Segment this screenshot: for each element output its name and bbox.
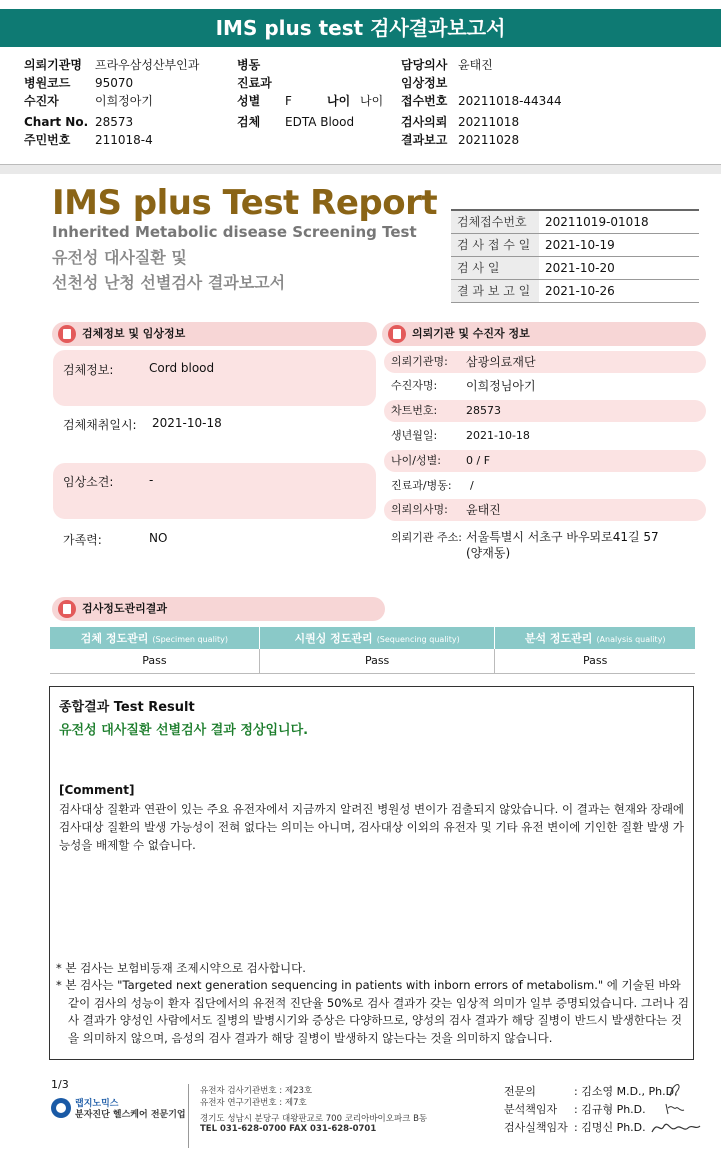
patient-row-label: 생년월일: [391, 429, 438, 442]
footer-lab-no: 유전자 검사기관번호 : 제23호 [200, 1086, 313, 1096]
family-history-value: NO [149, 531, 168, 545]
patient-row-label: 수진자명: [391, 379, 438, 392]
patient-row-value: 0 / F [466, 454, 491, 467]
label-specimen: 검체 [237, 115, 261, 129]
value-patient: 이희정아기 [95, 94, 153, 108]
qc-col-header [50, 627, 259, 649]
patient-row-value: 윤태진 [466, 503, 501, 517]
comment-text: 검사대상 질환과 연관이 있는 주요 유전자에서 지금까지 알려진 병원성 변이가 검출되지 않았습니다. 이 결과는 현재와 장래에 검사대상 질환의 발생 가능성이 전혀 없다는 의미는 아니며, 검사대상 이외의 유전자 및 기타 유전 변이에 기인한 질환 발생 가능성을 배제할 수 없습니다. [59, 802, 685, 852]
qc-col-label: 검체 정도관리 [80, 632, 149, 645]
qc-table [50, 627, 695, 674]
qc-section-heading [52, 597, 385, 621]
patient-row-label: 의뢰의사명: [391, 503, 448, 516]
info-row [0, 92, 721, 110]
family-history-label: 가족력: [63, 533, 102, 547]
result-title: 종합결과 Test Result [59, 700, 195, 715]
patient-row-value: / [470, 479, 474, 492]
note-performance: * 본 검사는 "Targeted next generation sequencing in patients with inborn errors of metabolism." 에 기술된 바와 같이 검사의 성능이 환자 집단에서의 유전적 진단율 50%로 검사 결과가 갖는 임상적 의미가 일부 증명되었습니다. 그러나 검사 결과가 양성인 사람에서도 질병의 발병시기와 증상은 다양하므로, 양성의 검사 결과가 해당 질병이 반드시 발생한다는 것을 의미하지 않으며, 음성의 검사 결과가 해당 질병이 발생하지 않는다는 것을 의미하지 않습니다. [56, 978, 689, 1045]
value-hospital-code: 95070 [95, 76, 134, 90]
date-row [451, 210, 699, 233]
page-number: 1/3 [51, 1078, 69, 1091]
patient-row [384, 351, 706, 373]
report-header-title: IMS plus test 검사결과보고서 [0, 9, 721, 47]
value-specimen: EDTA Blood [285, 115, 355, 129]
value-chart-no: 28573 [95, 115, 134, 129]
comment-heading: [Comment] [59, 783, 135, 797]
qc-value-row [50, 649, 695, 673]
patient-row-label: 의뢰기관명: [391, 355, 448, 368]
patient-row-value: 2021-10-18 [466, 429, 530, 442]
footer-divider [188, 1084, 189, 1148]
page-footer [0, 1070, 721, 1153]
info-row [0, 56, 721, 74]
specimen-info-box [53, 350, 376, 406]
qc-header-row [50, 627, 695, 649]
clinical-label: 임상소견: [63, 475, 114, 489]
patient-row [384, 400, 706, 422]
patient-row-label: 진료과/병동: [391, 479, 452, 492]
signer-role: 검사실책임자 [504, 1121, 568, 1134]
value-age: 나이 [360, 94, 384, 108]
signer-role: 분석책임자 [504, 1103, 558, 1116]
date-value: 2021-10-20 [539, 256, 699, 279]
company-name: 랩지노믹스 [75, 1099, 119, 1109]
specimen-value: Cord blood [149, 361, 215, 375]
signature-1-icon [668, 1080, 682, 1098]
value-institution: 프라우삼성산부인과 [95, 58, 200, 72]
date-value: 2021-10-19 [539, 233, 699, 256]
qc-col-label: 시퀀싱 정도관리 [294, 632, 373, 645]
note-insurance: * 본 검사는 보험비등재 조제시약으로 검사합니다. [56, 961, 306, 975]
date-label: 검 사 일 [451, 256, 539, 279]
patient-row-label: 차트번호: [391, 404, 438, 417]
company-tagline: 분자진단 헬스케어 전문기업 [75, 1110, 186, 1120]
signature-3-icon [650, 1118, 702, 1136]
qc-value: Pass [495, 649, 695, 673]
info-row [0, 131, 721, 149]
patient-row-label: 나이/성별: [391, 454, 441, 467]
date-table [451, 209, 699, 303]
footer-research-no: 유전자 연구기관번호 : 제7호 [200, 1098, 307, 1108]
test-result-box [49, 686, 694, 1060]
result-conclusion: 유전성 대사질환 선별검사 결과 정상입니다. [59, 723, 309, 738]
patient-section-heading [382, 322, 706, 346]
label-sex: 성별 [237, 94, 261, 108]
patient-row [384, 499, 706, 521]
label-clinical-info: 임상정보 [401, 76, 448, 90]
page-separator [0, 164, 721, 174]
label-request-date: 검사의뢰 [401, 115, 448, 129]
label-resident-no: 주민번호 [24, 133, 71, 147]
lock-icon [388, 325, 406, 343]
report-subtitle-ko-1: 유전성 대사질환 및 [52, 248, 187, 267]
patient-row-value: 28573 [466, 404, 501, 417]
patient-row-value: 이희정님아기 [466, 379, 536, 393]
value-report-date: 20211028 [458, 133, 520, 147]
qc-heading-text: 검사정도관리결과 [82, 602, 168, 615]
specimen-section-heading [52, 322, 377, 346]
date-label: 검 사 접 수 일 [451, 233, 539, 256]
date-row [451, 233, 699, 256]
address-line-2: (양재동) [466, 546, 511, 560]
qc-value: Pass [50, 649, 259, 673]
signature-2-icon [664, 1100, 686, 1118]
date-value: 20211019-01018 [539, 210, 699, 233]
qc-col-sub: (Sequencing quality) [376, 635, 460, 644]
qc-col-header [259, 627, 495, 649]
label-receipt-no: 접수번호 [401, 94, 448, 108]
lock-icon [58, 325, 76, 343]
footer-address: 경기도 성남시 분당구 대왕판교로 700 코리아바이오파크 B동 [200, 1114, 428, 1124]
report-subtitle-ko-2: 선천성 난청 선별검사 결과보고서 [52, 273, 286, 292]
qc-value: Pass [259, 649, 495, 673]
info-row [0, 74, 721, 92]
address-line-1: 서울특별시 서초구 바우뫼로41길 57 [466, 530, 659, 544]
address-label: 의뢰기관 주소: [391, 531, 462, 544]
label-department: 진료과 [237, 76, 272, 90]
patient-row-value: 삼광의료재단 [466, 355, 536, 369]
info-row [0, 113, 721, 131]
footer-contact: TEL 031-628-0700 FAX 031-628-0701 [200, 1124, 377, 1134]
signer-role: 전문의 [504, 1085, 536, 1098]
value-sex: F [285, 94, 292, 108]
patient-heading-text: 의뢰기관 및 수진자 정보 [412, 327, 530, 340]
label-hospital-code: 병원코드 [24, 76, 71, 90]
date-row [451, 256, 699, 279]
label-chart-no: Chart No. [24, 115, 89, 129]
value-request-date: 20211018 [458, 115, 520, 129]
signer-name: : 김명신 Ph.D. [574, 1121, 646, 1134]
qc-col-header [495, 627, 695, 649]
value-doctor: 윤태진 [458, 58, 493, 72]
date-label: 검체접수번호 [451, 210, 539, 233]
report-title: IMS plus Test Report [52, 183, 438, 223]
specimen-label: 검체정보: [63, 363, 114, 377]
date-value: 2021-10-26 [539, 279, 699, 302]
patient-info-block [0, 52, 721, 164]
date-label: 결 과 보 고 일 [451, 279, 539, 302]
label-doctor: 담당의사 [401, 58, 448, 72]
collection-date-label: 검체채취일시: [63, 418, 137, 432]
date-row [451, 279, 699, 302]
qc-col-label: 분석 정도관리 [524, 632, 593, 645]
clinical-value: - [149, 473, 154, 487]
specimen-heading-text: 검체정보 및 임상정보 [82, 327, 186, 340]
value-receipt-no: 20211018-44344 [458, 94, 562, 108]
clipboard-icon [58, 600, 76, 618]
signer-name: : 김규형 Ph.D. [574, 1103, 646, 1116]
report-subtitle-en: Inherited Metabolic disease Screening Test [52, 223, 417, 241]
label-institution: 의뢰기관명 [24, 58, 82, 72]
qc-col-sub: (Specimen quality) [152, 635, 229, 644]
value-resident-no: 211018-4 [95, 133, 153, 147]
clinical-box [53, 463, 376, 519]
collection-date-value: 2021-10-18 [152, 416, 222, 430]
label-patient: 수진자 [24, 94, 59, 108]
company-logo-icon [51, 1098, 71, 1118]
qc-col-sub: (Analysis quality) [596, 635, 666, 644]
label-report-date: 결과보고 [401, 133, 448, 147]
signer-name: : 김소영 M.D., Ph.D. [574, 1085, 678, 1098]
patient-row [384, 450, 706, 472]
label-age: 나이 [327, 94, 351, 108]
label-ward: 병동 [237, 58, 261, 72]
